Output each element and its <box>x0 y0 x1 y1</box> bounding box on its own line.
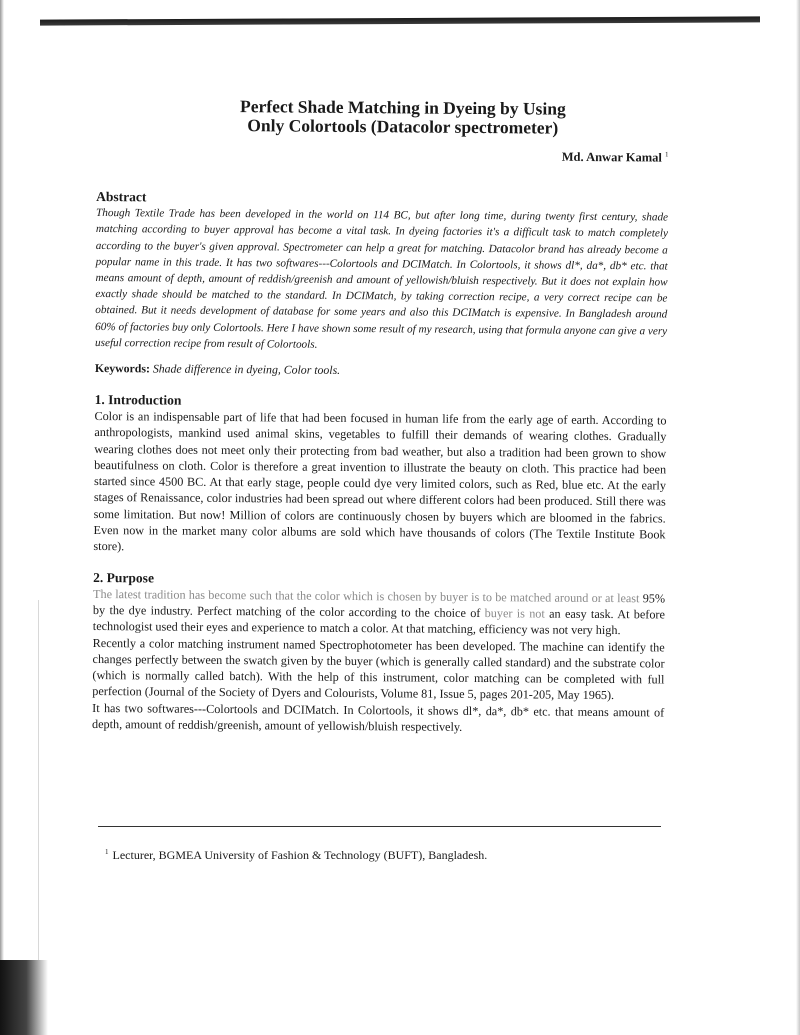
keywords-label: Keywords: <box>94 360 150 376</box>
purpose-p1-rest: 95% by the dye industry. Perfect matching of the color according to the choice of <box>92 590 666 621</box>
abstract-text: Though Textile Trade has been developed in the world on 114 BC, but after long time, during twenty first century, shade matching according to buyer approval has become a vital task. In dyeing factories it's a difficult task to match completely according to the buyer's given approval. Spectrometer can help a great for matching. Datacolor brand has already become a popular name in this trade. It has two softwares---Colortools and DCIMatch. In Colortools, it shows dl*, da*, db* etc. that means amount of depth, amount of reddish/greenish and amount of yellowish/bluish respectively. But it does not explain how exactly shade should be matched to the standard. In DCIMatch, by taking correction recipe, a very correct recipe can be obtained. But it needs development of database for some years and also this DCIMatch is expensive. In Bangladesh around 60% of factories buy only Colortools. Here I have shown some result of my research, using that formula anyone can give a very useful correction recipe from result of Colortools. <box>95 207 669 351</box>
scan-left-edge <box>0 0 4 1035</box>
author-name: Md. Anwar Kamal <box>561 149 662 165</box>
scan-left-line <box>38 600 39 960</box>
purpose-p1-faint2: buyer is not <box>484 606 545 621</box>
scan-right-edge <box>796 0 800 1035</box>
footnote-mark: 1 <box>105 848 109 856</box>
purpose-paragraph-1 <box>93 586 665 639</box>
purpose-paragraph-2: Recently a color matching instrument named Spectrophotometer has been developed. The machine can identify the changes perfectly between the swatch given by the buyer (which is generally called standard) and the substrate color (which is normally called batch). With the help of this instrument, color matching can be completed with full perfection (Journal of the Society of Dyers and Colourists, Volume 81, Issue 5, pages 201-205, May 1965). <box>92 635 665 703</box>
purpose-p1-end: an easy task. At before technologist used their eyes and experience to match a color. At that matching, efficiency was not very high. <box>92 606 665 638</box>
abstract-heading: Abstract <box>96 189 147 205</box>
footnote-text: Lecturer, BGMEA University of Fashion & Technology (BUFT), Bangladesh. <box>112 848 488 862</box>
keywords <box>95 361 667 380</box>
footnote-rule <box>98 826 661 827</box>
scan-left-bottom-shadow <box>0 960 48 1035</box>
footnote <box>105 848 487 863</box>
title-line-1: Perfect Shade Matching in Dyeing by Using <box>239 96 566 119</box>
purpose-p1-faint: The latest tradition has become such that the color which is chosen by buyer is to be matched around or at least <box>93 586 640 605</box>
introduction-heading: 1. Introduction <box>94 391 182 408</box>
title-line-2: Only Colortools (Datacolor spectrometer) <box>247 115 559 138</box>
keywords-text: Shade difference in dyeing, Color tools. <box>152 361 341 377</box>
author-note-mark: 1 <box>665 150 669 159</box>
purpose-paragraph-3: It has two softwares---Colortools and DCIMatch. In Colortools, it shows dl*, da*, db* etc. that means amount of depth, amount of reddish/greenish, amount of yellowish/bluish respectively. <box>92 700 665 734</box>
author <box>96 146 668 166</box>
paper-title <box>137 96 669 138</box>
paper-page <box>92 96 669 737</box>
purpose-heading: 2. Purpose <box>93 569 155 586</box>
scan-top-bar <box>40 16 760 25</box>
introduction-text: Color is an indispensable part of life that had been focused in human life from the early age of earth. According to anthropologists, mankind used animal skins, vegetables to fulfill their demands of wearing clothes. Gradually wearing clothes does not meet only their protecting from bad weather, but also a tradition had been grown to show beautifulness on cloth. Color is therefore a great invention to illustrate the beauty on cloth. This practice had been started since 4500 BC. At that early stage, people could dye very limited colors, such as Red, blue etc. At the early stages of Renaissance, color industries had been spread out where different colors had been produced. Still there was some limitation. But now! Million of colors are continuously chosen by buyers which are bloomed in the fabrics. Even now in the market many color albums are sold which have thousands of colors (The Textile Institute Book store). <box>93 408 667 554</box>
